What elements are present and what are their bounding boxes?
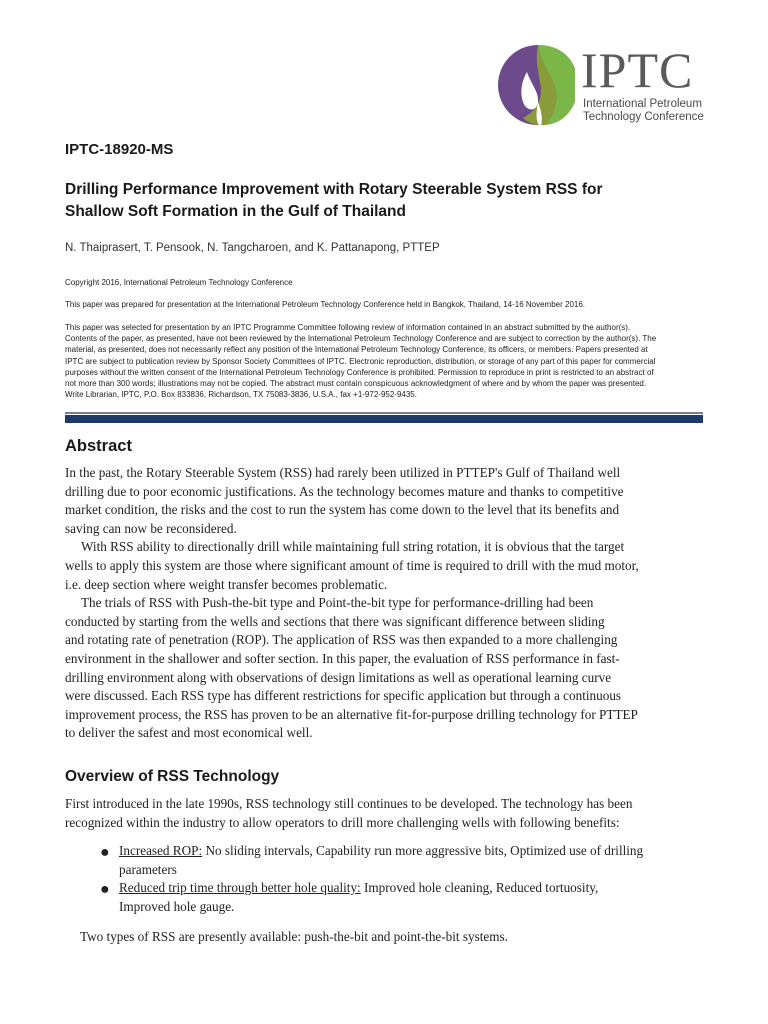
abstract-paragraph xyxy=(65,538,705,594)
abstract-paragraph xyxy=(65,594,705,743)
iptc-logo xyxy=(497,38,707,132)
body-line: to deliver the safest and most economical well. xyxy=(65,725,313,741)
bullet-icon: ● xyxy=(100,844,110,861)
divider-thick-bar xyxy=(65,415,703,423)
benefit-label: Increased ROP: xyxy=(119,843,203,858)
paper-id: IPTC-18920-MS xyxy=(65,141,174,158)
body-line: market condition, the risks and the cost to run the system has come down to the level that its benefits and xyxy=(65,502,620,518)
abstract-paragraph xyxy=(65,464,705,538)
abstract-heading: Abstract xyxy=(65,437,132,455)
body-line: were discussed. Each RSS type has different restrictions for specific application but through a continuous xyxy=(65,688,622,704)
body-line: saving can now be reconsidered. xyxy=(65,520,237,536)
iptc-wordmark: IPTC xyxy=(581,42,694,98)
notice-line: not more than 300 words; illustrations may not be copied. The abstract must contain conspicuous acknowledgment of where and by whom the paper was presented. xyxy=(65,379,647,389)
notice-line: purposes without the written consent of the International Petroleum Technology Conference is prohibited. Permission to reproduce in print is restricted to an abstract of xyxy=(65,367,654,377)
bullet-icon: ● xyxy=(100,881,110,898)
body-line: drilling due to poor economic justifications. As the technology becomes mature and thanks to competitive xyxy=(65,483,624,499)
paper-title-line: Drilling Performance Improvement with Rotary Steerable System RSS for xyxy=(65,181,603,198)
benefit-label: Reduced trip time through better hole quality: xyxy=(119,880,361,895)
iptc-logo-subtitle: International Petroleum Technology Conference xyxy=(583,98,704,123)
rss-types-sentence: Two types of RSS are presently available: push-the-bit and point-the-bit systems. xyxy=(80,929,508,944)
notice-line: Write Librarian, IPTC, P.O. Box 833836, Richardson, TX 75083-3836, U.S.A., fax +1-972-952-9435. xyxy=(65,390,417,400)
paper-title-line: Shallow Soft Formation in the Gulf of Thailand xyxy=(65,203,406,220)
benefit-detail: parameters xyxy=(119,861,177,877)
body-line: recognized within the industry to allow operators to drill more challenging wells with following benefits: xyxy=(65,814,620,830)
body-line: drilling environment along with observations of design limitations as well as operational learning curve xyxy=(65,669,612,685)
benefit-detail: Improved hole cleaning, Reduced tortuosity, xyxy=(360,880,599,895)
body-line: environment in the shallower and softer section. In this paper, the evaluation of RSS performance in fast- xyxy=(65,650,620,666)
abstract-body xyxy=(65,464,705,743)
notice-line: This paper was selected for presentation by an IPTC Programme Committee following review of information contained in an abstract submitted by the author(s). xyxy=(65,323,631,332)
body-line: conducted by starting from the wells and sections that there was significant difference between sliding xyxy=(65,613,605,629)
overview-heading: Overview of RSS Technology xyxy=(65,768,280,785)
benefit-detail: Improved hole gauge. xyxy=(119,898,235,914)
body-line: improvement process, the RSS has proven to be an alternative fit-for-purpose drilling technology for PTTEP xyxy=(65,706,638,722)
body-line: wells to apply this system are those where significant amount of time is required to drill with the mud motor, xyxy=(65,557,639,573)
paper-title xyxy=(65,179,715,223)
body-line: With RSS ability to directionally drill while maintaining full string rotation, it is obvious that the target xyxy=(81,539,625,555)
overview-intro xyxy=(65,795,705,832)
header-divider xyxy=(65,412,703,424)
notice-line: Contents of the paper, as presented, have not been reviewed by the International Petroleum Technology Conference and are subject to correction by the author(s). The xyxy=(65,334,657,344)
notice-line: IPTC are subject to publication review by Sponsor Society Committees of IPTC. Electronic reproduction, distribution, or storage of any part of this paper for commercial xyxy=(65,356,656,366)
notice-line: material, as presented, does not necessarily reflect any position of the International Petroleum Technology Conference, its officers, or members. Papers presented at xyxy=(65,345,648,355)
body-line: In the past, the Rotary Steerable System (RSS) had rarely been utilized in PTTEP's Gulf of Thailand well xyxy=(65,465,621,480)
benefit-detail: No sliding intervals, Capability run more aggressive bits, Optimized use of drilling xyxy=(202,843,644,858)
body-line: First introduced in the late 1990s, RSS technology still continues to be developed. The technology has been xyxy=(65,796,633,811)
divider-thin-line xyxy=(65,412,703,414)
copyright-notice: Copyright 2016, International Petroleum Technology Conference xyxy=(65,278,293,287)
body-line: i.e. deep section where weight transfer becomes problematic. xyxy=(65,576,388,592)
iptc-logo-mark-icon xyxy=(497,38,575,132)
body-line: and rotating rate of penetration (ROP). The application of RSS was then expanded to a more challenging xyxy=(65,632,618,648)
prepared-notice: This paper was prepared for presentation at the International Petroleum Technology Conference held in Bangkok, Thailand, 14-16 November 2016. xyxy=(65,300,586,309)
body-line: The trials of RSS with Push-the-bit type and Point-the-bit type for performance-drilling had been xyxy=(81,595,594,611)
selection-notice xyxy=(65,322,705,400)
author-list: N. Thaiprasert, T. Pensook, N. Tangcharoen, and K. Pattanapong, PTTEP xyxy=(65,242,440,254)
